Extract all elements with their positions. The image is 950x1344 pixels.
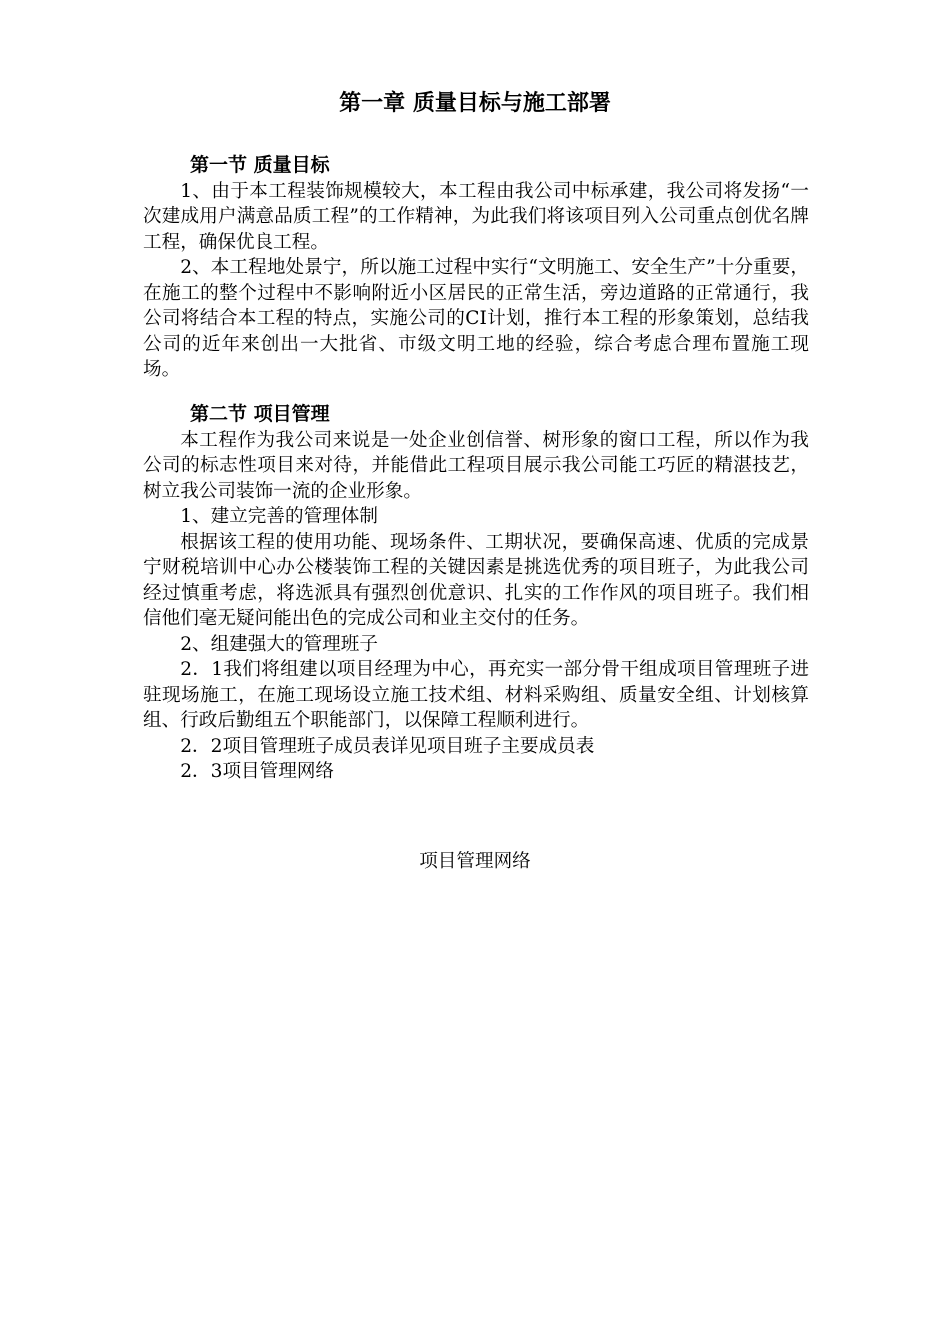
- paragraph: 1、建立完善的管理体制: [180, 506, 378, 527]
- paragraph: 2、本工程地处景宁，所以施工过程中实行“文明施工、安全生产”十分重要，在施工的整个过程中不影响附近小区居民的正常生活，旁边道路的正常通行，我公司将结合本工程的特点，实施公司的CI计划，推行本工程的形象策划，总结我公司的近年来创出一大批省、市级文明工地的经验，综合考虑合理布置施工现场。: [143, 257, 809, 380]
- section-quality-goals: [143, 153, 809, 383]
- section-heading: 第一节 质量目标: [190, 154, 330, 176]
- paragraph: 2、组建强大的管理班子: [180, 633, 378, 655]
- chapter-title: 第一章 质量目标与施工部署: [339, 91, 611, 116]
- figure-caption: 项目管理网络: [419, 851, 531, 872]
- paragraph: 根据该工程的使用功能、现场条件、工期状况，要确保高速、优质的完成景宁财税培训中心办公楼装饰工程的关键因素是挑选优秀的项目班子，为此我公司经过慎重考虑，将选派具有强烈创优意识、扎实的工作作风的项目班子。我们相信他们毫无疑问能出色的完成公司和业主交付的任务。: [143, 531, 809, 629]
- paragraph: 本工程作为我公司来说是一处企业创信誉、树形象的窗口工程，所以作为我公司的标志性项目来对待，并能借此工程项目展示我公司能工巧匠的精湛技艺，树立我公司装饰一流的企业形象。: [143, 429, 809, 502]
- paragraph: 2．3项目管理网络: [180, 761, 335, 782]
- section-heading: 第二节 项目管理: [190, 403, 330, 425]
- paragraph: 1、由于本工程装饰规模较大，本工程由我公司中标承建，我公司将发扬“一次建成用户满意品质工程”的工作精神，为此我们将该项目列入公司重点创优名牌工程，确保优良工程。: [143, 180, 809, 253]
- section-project-management: [143, 402, 809, 785]
- paragraph: 2．2项目管理班子成员表详见项目班子主要成员表: [180, 735, 595, 757]
- paragraph: 2．1我们将组建以项目经理为中心，再充实一部分骨干组成项目管理班子进驻现场施工，在施工现场设立施工技术组、材料采购组、质量安全组、计划核算组、行政后勤组五个职能部门，以保障工程顺利进行。: [143, 659, 809, 731]
